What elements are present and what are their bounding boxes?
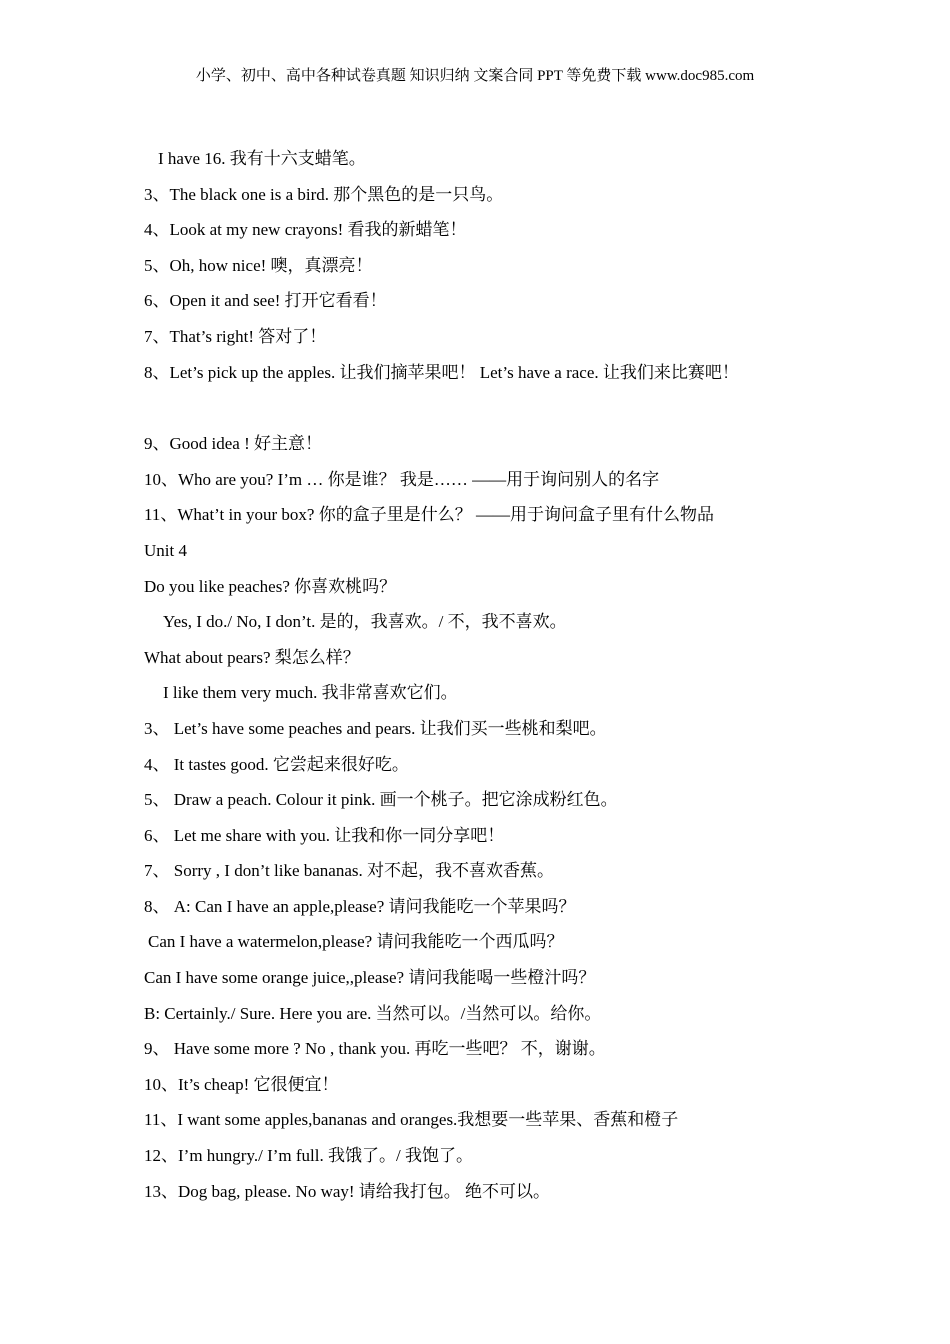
- text-line: 11、I want some apples,bananas and oranges.我想要一些苹果、香蕉和橙子: [144, 1110, 679, 1130]
- text-line: 5、Oh, how nice! 噢，真漂亮！: [144, 255, 373, 275]
- text-line: 6、 Let me share with you. 让我和你一同分享吧！: [144, 825, 505, 845]
- text-line: 7、That’s right! 答对了！: [144, 326, 327, 346]
- text-line: 10、Who are you? I’m … 你是谁？ 我是…… ——用于询问别人的名字: [144, 469, 660, 489]
- text-line: I have 16. 我有十六支蜡笔。: [158, 149, 366, 168]
- text-line: 7、 Sorry , I don’t like bananas. 对不起，我不喜欢香蕉。: [144, 861, 555, 881]
- text-line: 4、 It tastes good. 它尝起来很好吃。: [144, 754, 409, 774]
- text-line: Can I have some orange juice,,please? 请问我能喝一些橙汁吗？: [144, 968, 596, 988]
- page-header: 小学、初中、高中各种试卷真题 知识归纳 文案合同 PPT 等免费下载 www.doc985.com: [195, 68, 755, 84]
- text-line: 10、It’s cheap! 它很便宜！: [144, 1074, 339, 1094]
- text-line: Can I have a watermelon,please? 请问我能吃一个西瓜吗？: [148, 932, 564, 952]
- text-line: 6、Open it and see! 打开它看看！: [144, 291, 387, 311]
- text-line: I like them very much. 我非常喜欢它们。: [163, 683, 458, 703]
- text-line: 4、Look at my new crayons! 看我的新蜡笔！: [144, 220, 467, 240]
- unit-heading: Unit 4: [144, 540, 187, 560]
- text-line: 12、I’m hungry./ I’m full. 我饿了。/ 我饱了。: [144, 1146, 473, 1166]
- text-line: 3、 Let’s have some peaches and pears. 让我们买一些桃和梨吧。: [144, 718, 607, 738]
- blank-line: [144, 395, 924, 431]
- text-line: 11、What’t in your box? 你的盒子里是什么？ ——用于询问盒子里有什么物品: [144, 505, 714, 525]
- text-line: Yes, I do./ No, I don’t. 是的，我喜欢。/ 不，我不喜欢。: [163, 612, 567, 632]
- text-line: 9、Good idea ! 好主意！: [144, 434, 323, 454]
- text-line: What about pears? 梨怎么样？: [144, 647, 360, 667]
- text-line: Do you like peaches? 你喜欢桃吗？: [144, 576, 397, 596]
- document-body: [144, 146, 924, 1214]
- text-line: 8、 A: Can I have an apple,please? 请问我能吃一个苹果吗？: [144, 896, 576, 916]
- text-line: 13、Dog bag, please. No way! 请给我打包。 绝不可以。: [144, 1181, 551, 1201]
- text-line: B: Certainly./ Sure. Here you are. 当然可以。/当然可以。给你。: [144, 1003, 602, 1023]
- text-line: 9、 Have some more ? No , thank you. 再吃一些吧？ 不，谢谢。: [144, 1039, 606, 1059]
- text-line: 5、 Draw a peach. Colour it pink. 画一个桃子。把它涂成粉红色。: [144, 790, 618, 810]
- text-line: 3、The black one is a bird. 那个黑色的是一只鸟。: [144, 184, 504, 204]
- text-line: 8、Let’s pick up the apples. 让我们摘苹果吧！ Let’s have a race. 让我们来比赛吧！: [144, 362, 739, 382]
